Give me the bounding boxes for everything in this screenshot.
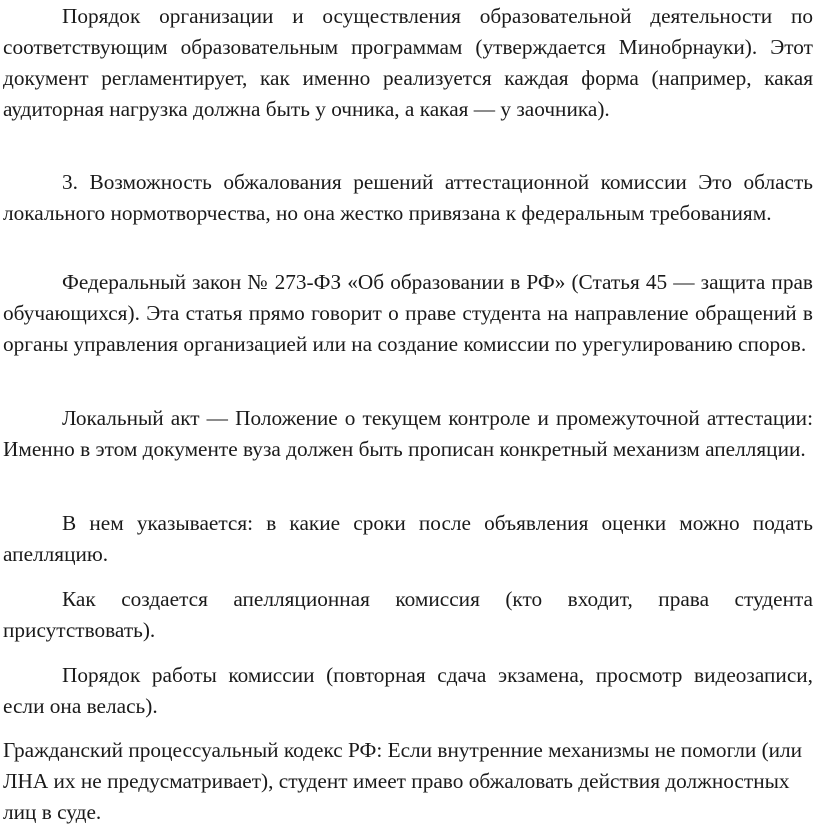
paragraph-appeal-commission-creation: Как создается апелляционная комиссия (кто входит, права студента присутствовать). xyxy=(3,587,813,642)
paragraph-local-act: Локальный акт — Положение о текущем контроле и промежуточной аттестации: Именно в этом документе вуза должен быть прописан конкретный механизм апелляции. xyxy=(3,406,813,461)
paragraph-appeal-deadlines: В нем указывается: в какие сроки после объявления оценки можно подать апелляцию. xyxy=(3,511,813,566)
paragraph-federal-law-273: Федеральный закон № 273-ФЗ «Об образовании в РФ» (Статья 45 — защита прав обучающихся). Эта статья прямо говорит о праве студента на направление обращений в органы управления организацией или на создание комиссии по урегулированию споров. xyxy=(3,270,813,356)
paragraph-civil-procedure-code: Гражданский процессуальный кодекс РФ: Если внутренние механизмы не помогли (или ЛНА их не предусматривает), студент имеет право обжаловать действия должностных лиц в суде. xyxy=(3,738,803,824)
paragraph-educational-activity-procedure: Порядок организации и осуществления образовательной деятельности по соответствующим образовательным программам (утверждается Минобрнауки). Этот документ регламентирует, как именно реализуется каждая форма (например, какая аудиторная нагрузка должна быть у очника, а какая — у заочника). xyxy=(3,4,813,121)
paragraph-appeal-possibility: 3. Возможность обжалования решений аттестационной комиссии Это область локального нормотворчества, но она жестко привязана к федеральным требованиям. xyxy=(3,170,813,225)
paragraph-commission-procedure: Порядок работы комиссии (повторная сдача экзамена, просмотр видеозаписи, если она велась). xyxy=(3,663,813,718)
